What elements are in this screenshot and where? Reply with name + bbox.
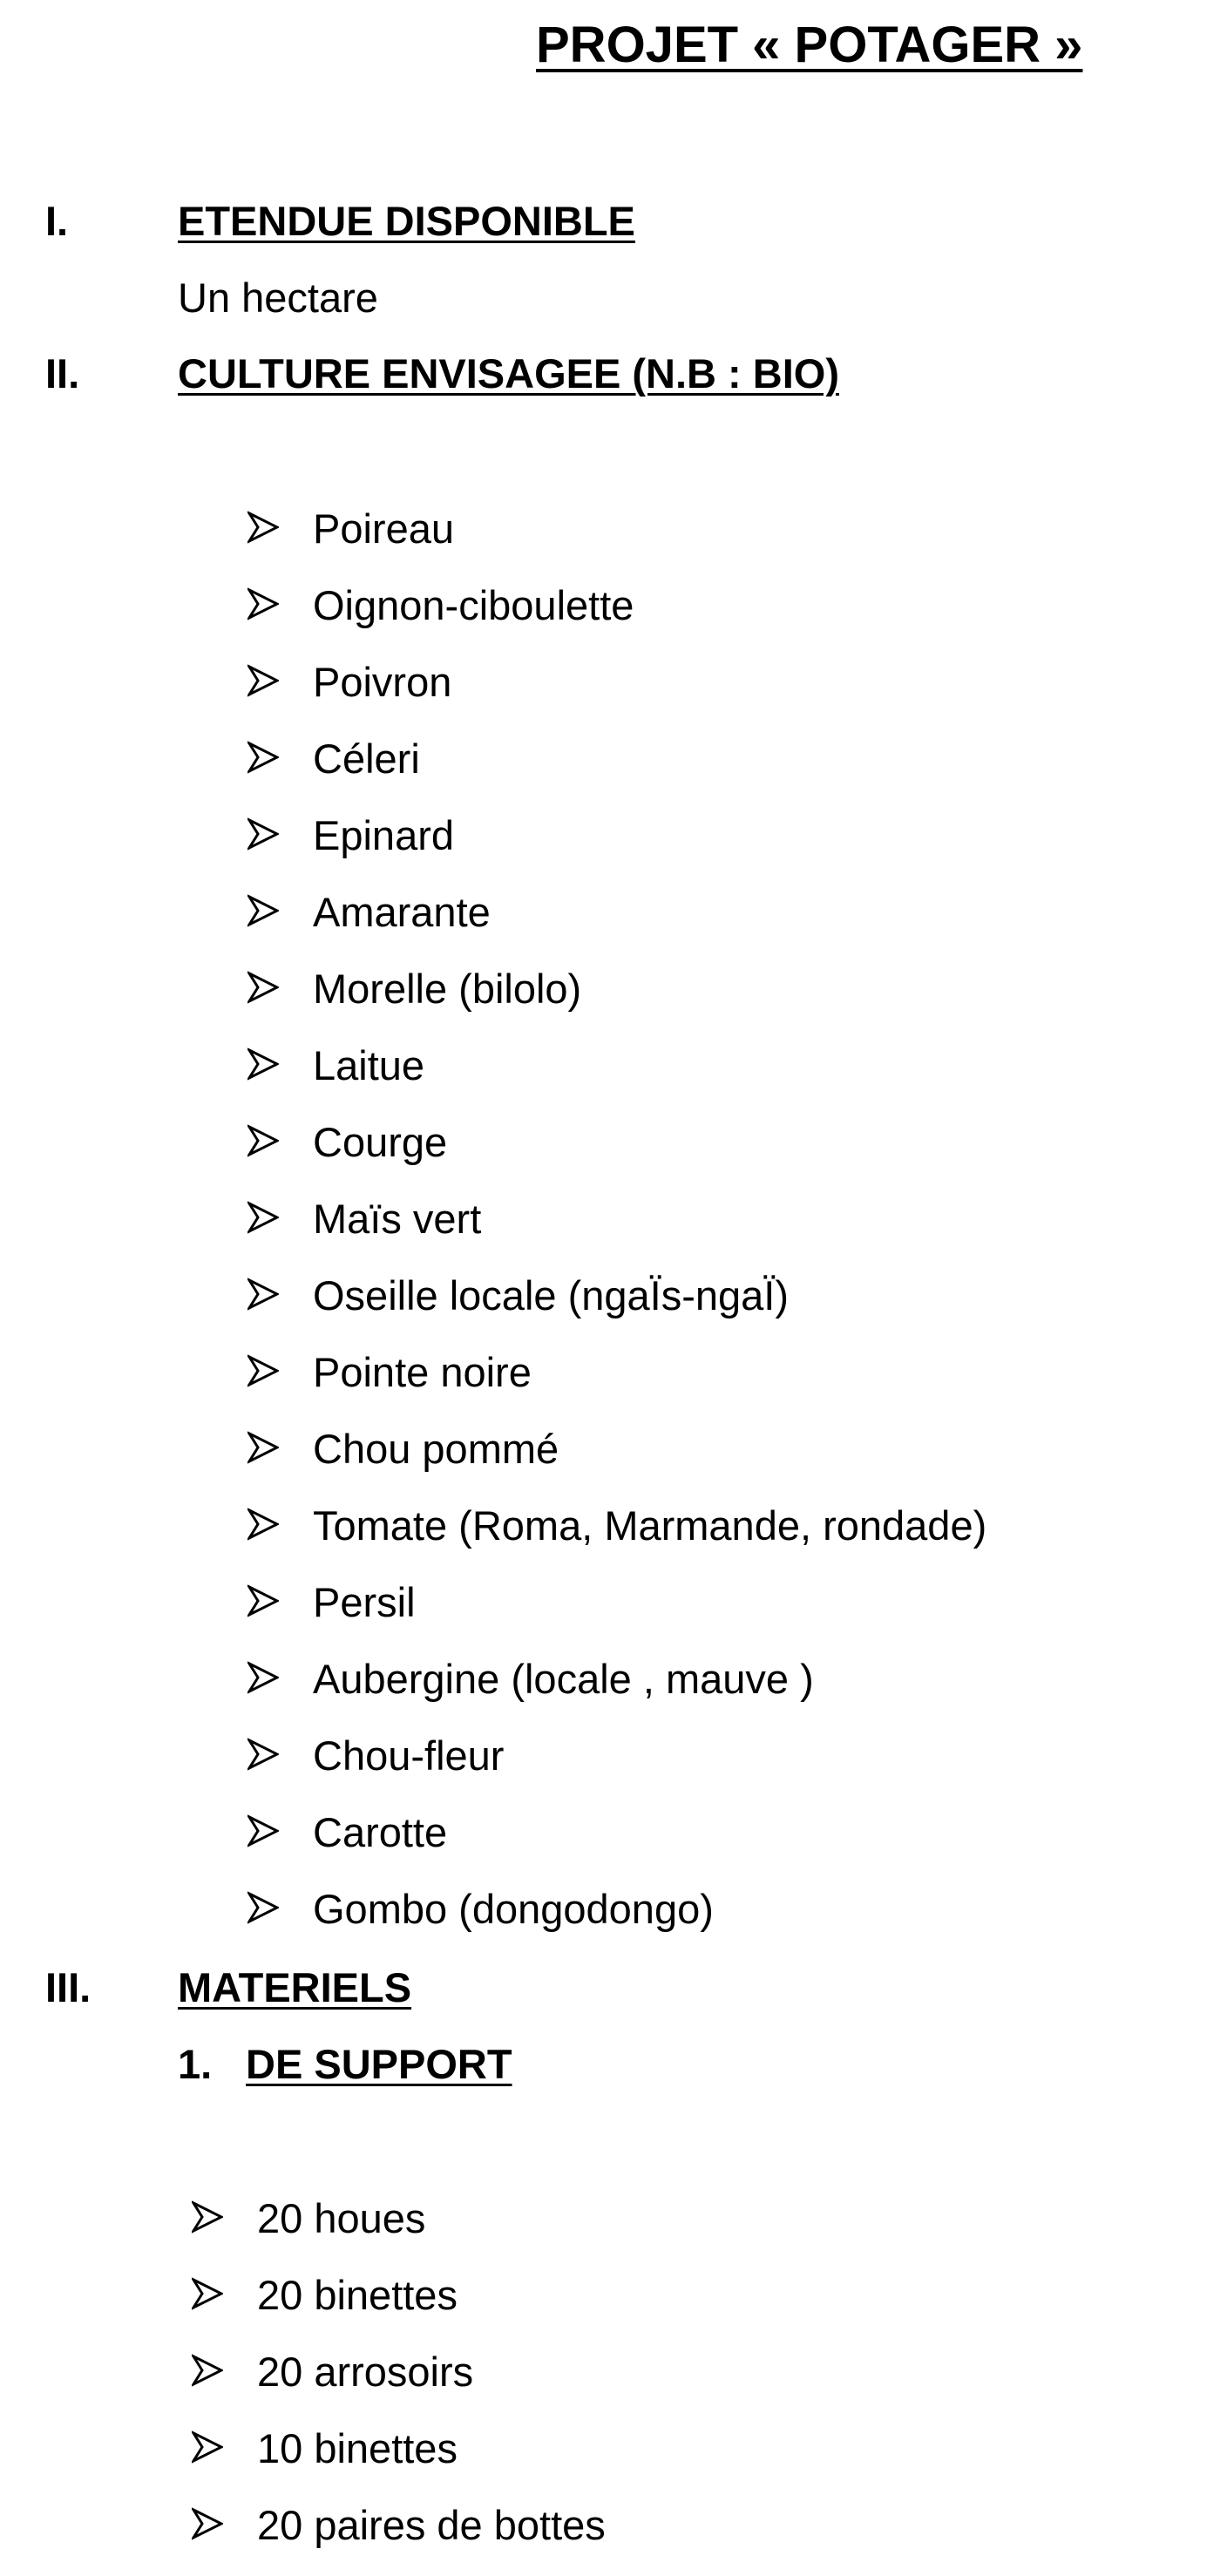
- list-item-label: Amarante: [313, 889, 491, 935]
- arrowhead-bullet-icon: [192, 2430, 223, 2464]
- list-item-label: Poireau: [313, 505, 454, 552]
- arrowhead-bullet-icon: [247, 1507, 279, 1542]
- arrowhead-bullet-icon: [247, 1660, 279, 1695]
- arrowhead-bullet-icon: [192, 2200, 223, 2234]
- arrowhead-bullet-icon: [247, 1353, 279, 1388]
- list-item-label: Maïs vert: [313, 1196, 482, 1242]
- list-item-label: 20 houes: [257, 2195, 426, 2241]
- list-item-label: Epinard: [313, 812, 454, 858]
- list-item-label: Poivron: [313, 659, 452, 705]
- list-item-label: Laitue: [313, 1042, 425, 1088]
- arrowhead-bullet-icon: [192, 2506, 223, 2541]
- arrowhead-bullet-icon: [247, 1890, 279, 1925]
- list-item-label: Oignon-ciboulette: [313, 582, 634, 628]
- arrowhead-bullet-icon: [247, 1430, 279, 1465]
- document-title: PROJET « POTAGER »: [536, 17, 1083, 73]
- arrowhead-bullet-icon: [247, 586, 279, 621]
- arrowhead-bullet-icon: [247, 740, 279, 775]
- arrowhead-bullet-icon: [247, 893, 279, 928]
- section-number-2: II.: [45, 350, 80, 397]
- arrowhead-bullet-icon: [247, 1277, 279, 1312]
- arrowhead-bullet-icon: [247, 1813, 279, 1848]
- list-item-label: Courge: [313, 1119, 448, 1165]
- list-item-label: Chou-fleur: [313, 1732, 505, 1779]
- list-item-label: Aubergine (locale , mauve ): [313, 1656, 814, 1702]
- list-item-label: Morelle (bilolo): [313, 966, 582, 1012]
- list-item-label: 20 arrosoirs: [257, 2349, 474, 2395]
- list-item-label: 10 binettes: [257, 2425, 458, 2471]
- arrowhead-bullet-icon: [247, 1200, 279, 1235]
- list-item-label: Carotte: [313, 1809, 448, 1855]
- list-item-label: Chou pommé: [313, 1426, 559, 1472]
- arrowhead-bullet-icon: [247, 663, 279, 698]
- list-item-label: 20 paires de bottes: [257, 2502, 606, 2548]
- list-item-label: Tomate (Roma, Marmande, rondade): [313, 1502, 987, 1549]
- list-item-label: Gombo (dongodongo): [313, 1886, 714, 1932]
- arrowhead-bullet-icon: [247, 1583, 279, 1618]
- arrowhead-bullet-icon: [247, 1737, 279, 1772]
- list-item-label: Pointe noire: [313, 1349, 532, 1395]
- list-item-label: Persil: [313, 1579, 416, 1625]
- subsection-number-1: 1.: [178, 2041, 213, 2087]
- section-heading-materiels: MATERIELS: [178, 1964, 412, 2010]
- arrowhead-bullet-icon: [247, 1047, 279, 1081]
- section-heading-culture: CULTURE ENVISAGEE (N.B : BIO): [178, 350, 839, 397]
- section-heading-etendue: ETENDUE DISPONIBLE: [178, 198, 635, 244]
- arrowhead-bullet-icon: [247, 817, 279, 851]
- section-number-3: III.: [45, 1964, 92, 2010]
- list-item-label: 20 binettes: [257, 2272, 458, 2318]
- list-item-label: Céleri: [313, 736, 420, 782]
- arrowhead-bullet-icon: [247, 510, 279, 545]
- section-number-1: I.: [45, 198, 69, 244]
- arrowhead-bullet-icon: [247, 970, 279, 1005]
- arrowhead-bullet-icon: [192, 2276, 223, 2311]
- arrowhead-bullet-icon: [192, 2353, 223, 2388]
- subsection-heading-support: DE SUPPORT: [246, 2041, 512, 2087]
- list-item-label: Oseille locale (ngaÏs-ngaÏ): [313, 1272, 789, 1319]
- arrowhead-bullet-icon: [247, 1123, 279, 1158]
- section-content-etendue: Un hectare: [178, 275, 378, 321]
